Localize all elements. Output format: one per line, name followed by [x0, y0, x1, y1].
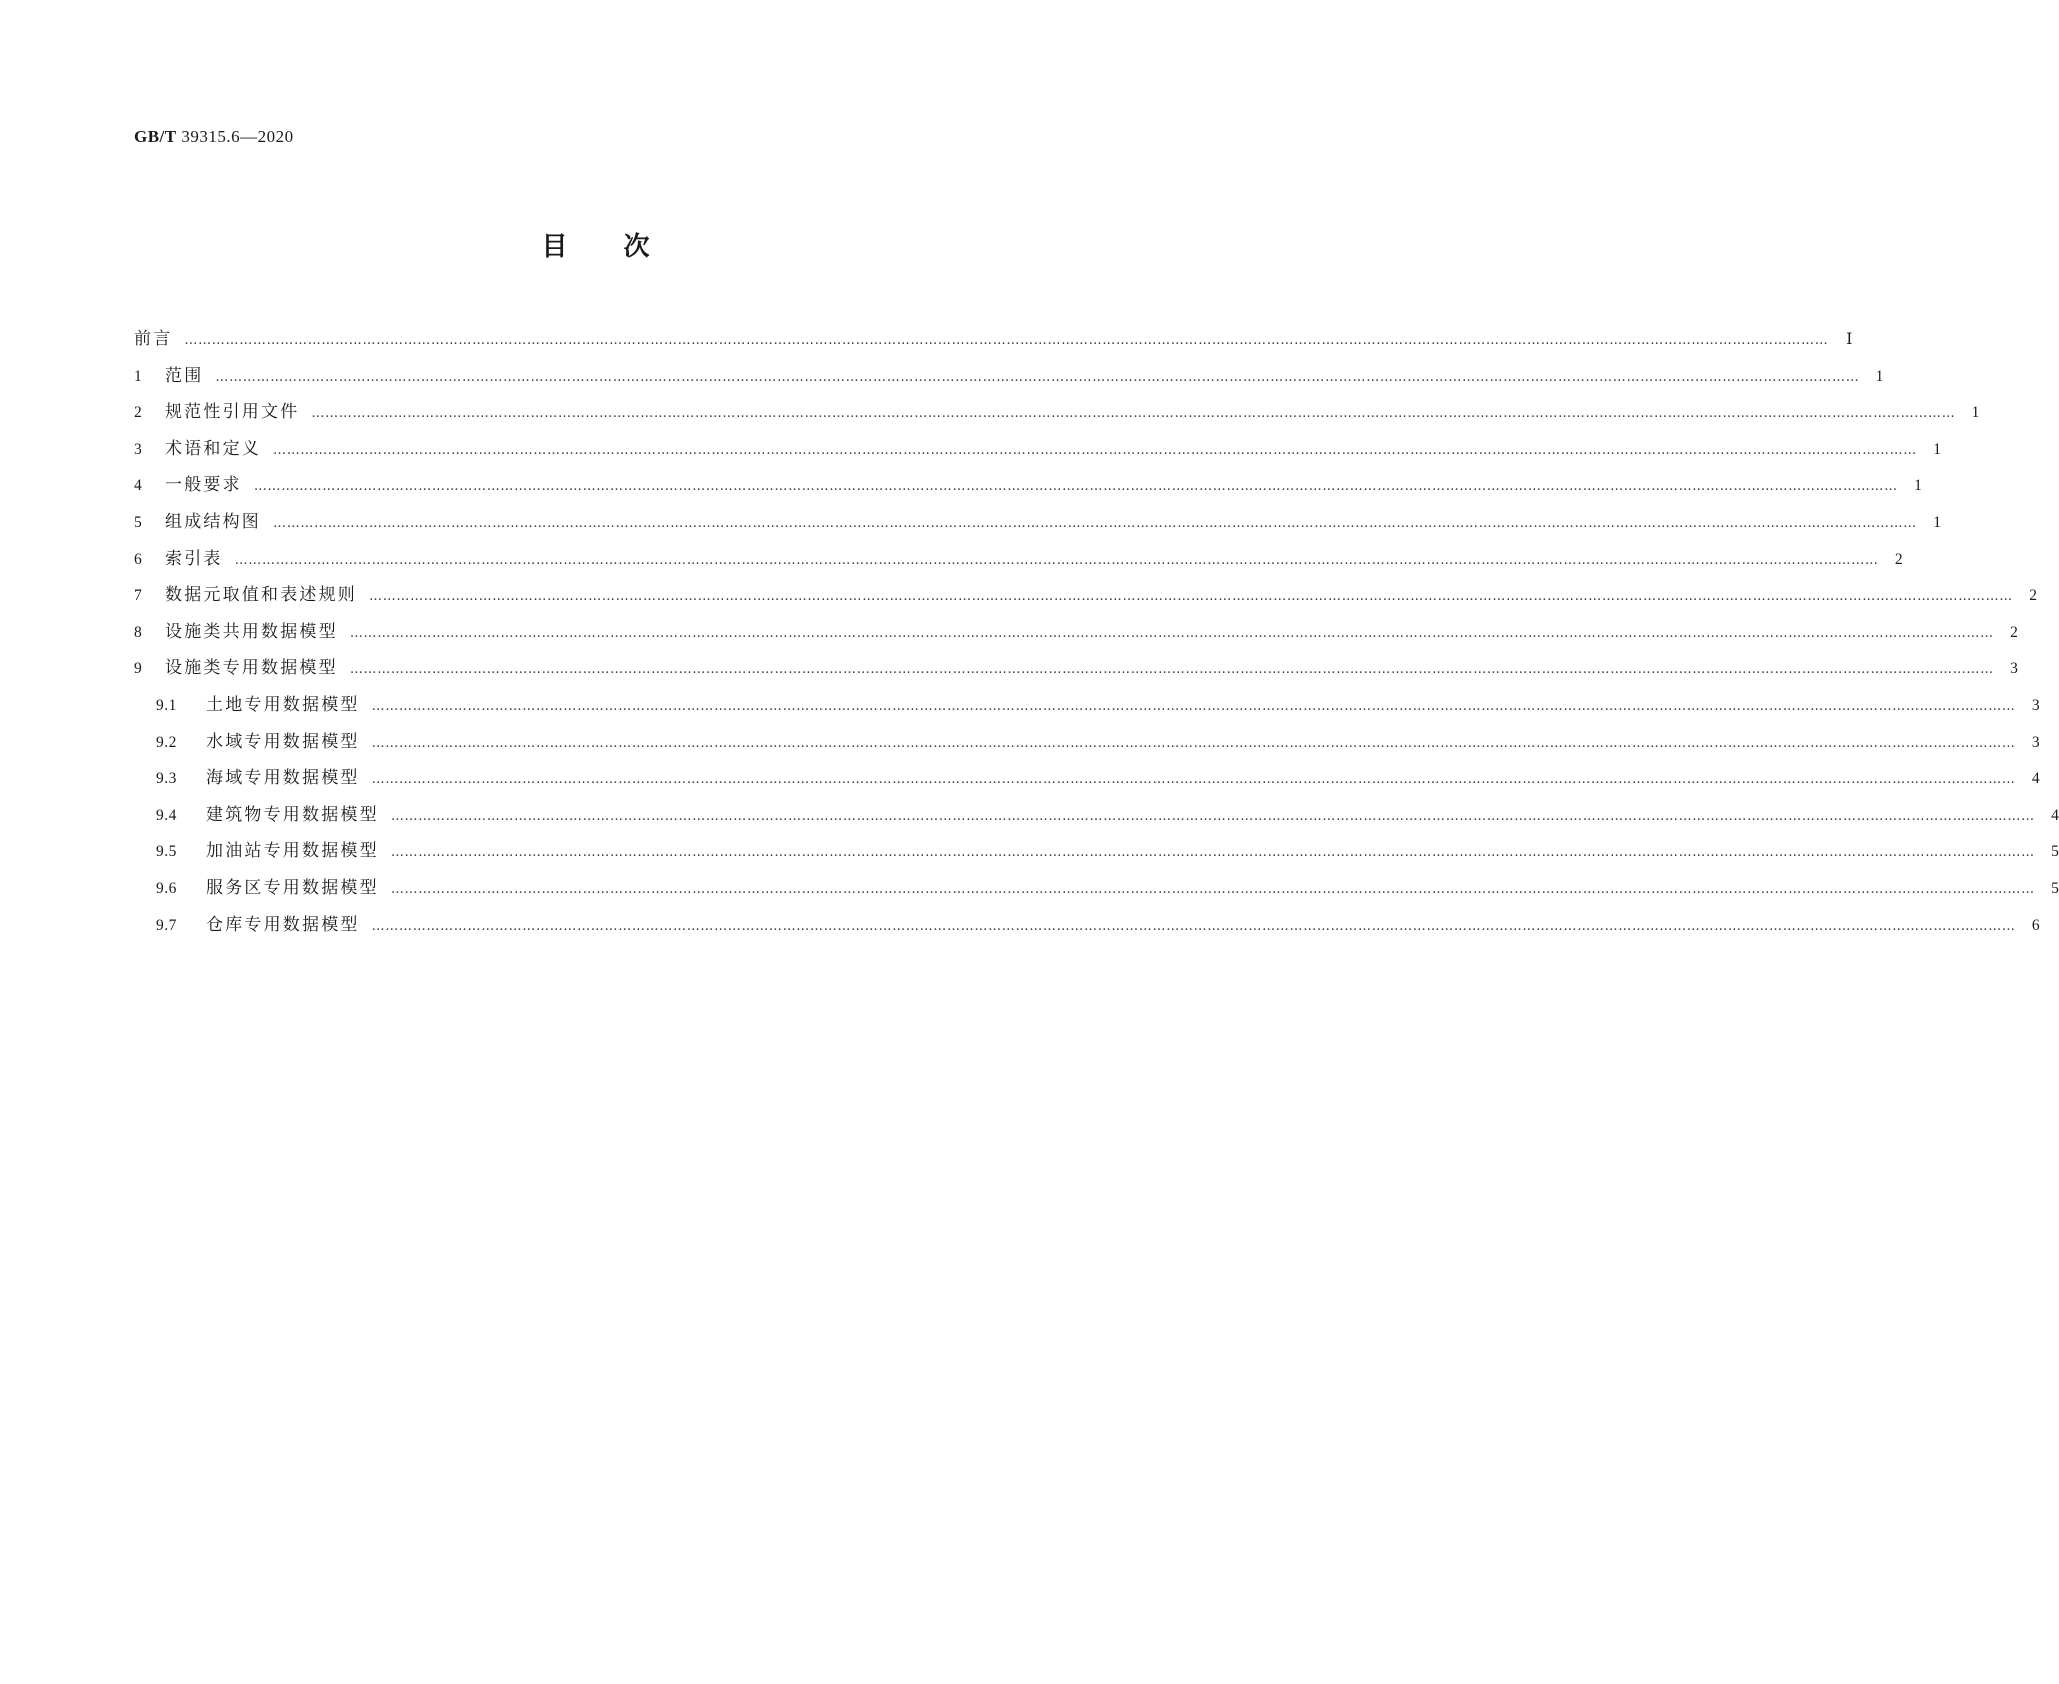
toc-entry-label: 海域专用数据模型 — [206, 768, 360, 789]
toc-leader-dots: ……………………………………………………………………………………………………………………………………………………………………………………………………………………………………………………………………………………………………………………………… — [253, 479, 1898, 495]
toc-leader-dots: ……………………………………………………………………………………………………………………………………………………………………………………………………………………………………………………………………………………………………………………………… — [371, 918, 2016, 934]
toc-entry[interactable] — [134, 727, 2040, 764]
toc-entry-number: 5 — [134, 513, 142, 531]
toc-entry-number: 9.5 — [156, 843, 177, 861]
toc-entry[interactable] — [134, 544, 1903, 581]
toc-entry-number: 9.6 — [156, 879, 177, 897]
toc-entry-page: 5 — [2051, 879, 2059, 897]
toc-entry-label: 索引表 — [165, 548, 223, 569]
toc-entry[interactable] — [134, 324, 1853, 361]
toc-title: 目次 — [541, 232, 706, 262]
toc-entry-page: 1 — [1971, 404, 1980, 422]
table-of-contents — [134, 324, 2059, 946]
toc-entry-label: 规范性引用文件 — [165, 402, 300, 423]
toc-entry-number: 9.4 — [156, 806, 177, 824]
toc-entry-page: 2 — [2010, 623, 2018, 641]
toc-entry-label: 土地专用数据模型 — [206, 694, 360, 715]
toc-entry-label: 建筑物专用数据模型 — [206, 804, 379, 825]
toc-entry-page: 3 — [2031, 696, 2040, 714]
toc-entry-label: 前言 — [134, 329, 173, 349]
toc-entry-number: 4 — [134, 477, 142, 495]
toc-entry-page: 2 — [2029, 587, 2037, 605]
toc-entry[interactable] — [134, 617, 2018, 654]
toc-entry[interactable] — [134, 800, 2059, 837]
toc-entry-page: 1 — [1914, 477, 1922, 495]
standard-number: 39315.6—2020 — [181, 127, 294, 146]
toc-entry[interactable] — [134, 910, 2040, 947]
toc-entry[interactable] — [134, 507, 1941, 544]
toc-entry[interactable] — [134, 763, 2040, 800]
toc-entry-page: 1 — [1933, 513, 1941, 531]
toc-entry-label: 设施类专用数据模型 — [165, 658, 338, 679]
toc-entry-page: 4 — [2031, 770, 2040, 788]
toc-entry-number: 6 — [134, 550, 142, 568]
standard-code — [134, 127, 294, 147]
toc-entry-label: 水域专用数据模型 — [206, 731, 360, 752]
toc-entry-number: 7 — [134, 587, 142, 605]
toc-leader-dots: ……………………………………………………………………………………………………………………………………………………………………………………………………………………………………………………………………………………………………………………………… — [371, 735, 2016, 751]
standard-prefix: GB/T — [134, 127, 177, 146]
toc-leader-dots: ……………………………………………………………………………………………………………………………………………………………………………………………………………………………………………………………………………………………………………………………… — [311, 406, 1956, 422]
toc-entry[interactable] — [134, 836, 2059, 873]
toc-entry[interactable] — [134, 653, 2018, 690]
toc-leader-dots: ……………………………………………………………………………………………………………………………………………………………………………………………………………………………………………………………………………………………………………………………… — [390, 808, 2035, 824]
toc-entry-page: 6 — [2031, 916, 2040, 934]
toc-leader-dots: ……………………………………………………………………………………………………………………………………………………………………………………………………………………………………………………………………………………………………………………………… — [273, 515, 1917, 531]
toc-leader-dots: ……………………………………………………………………………………………………………………………………………………………………………………………………………………………………………………………………………………………………………………………… — [390, 845, 2035, 861]
toc-leader-dots: ……………………………………………………………………………………………………………………………………………………………………………………………………………………………………………………………………………………………………………………………… — [234, 552, 1879, 568]
toc-entry-label: 加油站专用数据模型 — [206, 841, 379, 862]
toc-leader-dots: ……………………………………………………………………………………………………………………………………………………………………………………………………………………………………………………………………………………………………………………………… — [371, 698, 2016, 714]
toc-entry-label: 组成结构图 — [165, 511, 261, 532]
toc-entry[interactable] — [134, 361, 1884, 398]
toc-entry-label: 一般要求 — [165, 475, 242, 496]
toc-entry-number: 8 — [134, 623, 142, 641]
toc-entry-label: 数据元取值和表述规则 — [165, 585, 357, 606]
toc-entry-page: 2 — [1894, 550, 1903, 568]
toc-entry[interactable] — [134, 434, 1941, 471]
toc-leader-dots: ……………………………………………………………………………………………………………………………………………………………………………………………………………………………………………………………………………………………………………………………… — [184, 333, 1829, 348]
toc-entry-page: 5 — [2051, 843, 2059, 861]
toc-leader-dots: ……………………………………………………………………………………………………………………………………………………………………………………………………………………………………………………………………………………………………………………………… — [349, 662, 1994, 678]
toc-entry-page: Ⅰ — [1846, 331, 1853, 348]
toc-leader-dots: ……………………………………………………………………………………………………………………………………………………………………………………………………………………………………………………………………………………………………………………………… — [390, 881, 2035, 897]
toc-entry-label: 术语和定义 — [165, 438, 261, 459]
toc-entry-label: 范围 — [165, 365, 204, 386]
toc-entry-number: 1 — [134, 367, 142, 385]
toc-entry-page: 3 — [2010, 660, 2018, 678]
toc-leader-dots: ……………………………………………………………………………………………………………………………………………………………………………………………………………………………………………………………………………………………………………………………… — [369, 589, 2013, 605]
toc-entry[interactable] — [134, 580, 2037, 617]
toc-entry-page: 4 — [2051, 806, 2059, 824]
toc-leader-dots: ……………………………………………………………………………………………………………………………………………………………………………………………………………………………………………………………………………………………………………………………… — [371, 772, 2016, 788]
toc-entry-label: 服务区专用数据模型 — [206, 877, 379, 898]
toc-entry-label: 仓库专用数据模型 — [206, 914, 360, 935]
toc-entry[interactable] — [134, 690, 2040, 727]
toc-entry-number: 9.1 — [156, 696, 177, 714]
toc-leader-dots: ……………………………………………………………………………………………………………………………………………………………………………………………………………………………………………………………………………………………………………………………… — [273, 442, 1917, 458]
toc-entry-page: 1 — [1875, 367, 1884, 385]
toc-entry[interactable] — [134, 873, 2059, 910]
toc-entry-number: 2 — [134, 404, 142, 422]
toc-entry[interactable] — [134, 397, 1980, 434]
toc-entry-number: 9.2 — [156, 733, 177, 751]
toc-entry-number: 9 — [134, 660, 142, 678]
toc-entry-page: 1 — [1933, 440, 1941, 458]
toc-entry[interactable] — [134, 470, 1922, 507]
toc-entry-number: 9.7 — [156, 916, 177, 934]
toc-leader-dots: ……………………………………………………………………………………………………………………………………………………………………………………………………………………………………………………………………………………………………………………………… — [215, 369, 1860, 385]
toc-entry-number: 9.3 — [156, 770, 177, 788]
toc-entry-label: 设施类共用数据模型 — [165, 621, 338, 642]
toc-entry-page: 3 — [2031, 733, 2040, 751]
toc-leader-dots: ……………………………………………………………………………………………………………………………………………………………………………………………………………………………………………………………………………………………………………………………… — [349, 625, 1994, 641]
toc-entry-number: 3 — [134, 440, 142, 458]
